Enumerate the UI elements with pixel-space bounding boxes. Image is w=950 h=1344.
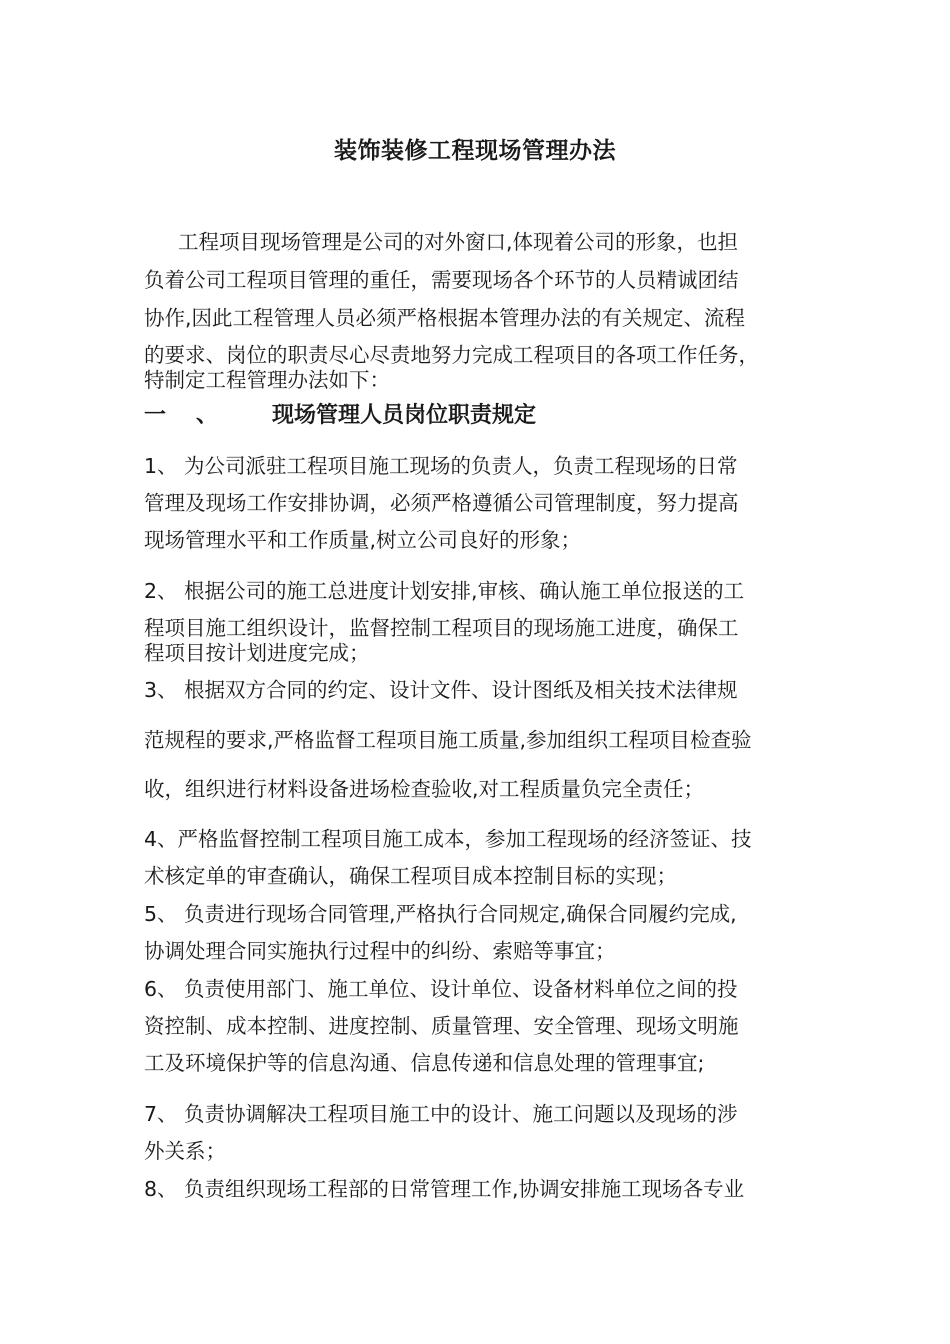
section-title: 现场管理人员岗位职责规定	[272, 403, 537, 428]
item-line: 资控制、成本控制、进度控制、质量管理、安全管理、现场文明施	[144, 1014, 739, 1038]
section-heading	[144, 405, 536, 427]
intro-line: 特制定工程管理办法如下：	[144, 368, 390, 392]
item-line: 程项目施工组织设计，监督控制工程项目的现场施工进度，确保工	[144, 616, 739, 640]
item-line: 8、 负责组织现场工程部的日常管理工作,协调安排施工现场各专业	[144, 1177, 745, 1201]
item-line: 2、 根据公司的施工总进度计划安排,审核、确认施工单位报送的工	[144, 579, 745, 603]
item-line: 6、 负责使用部门、施工单位、设计单位、设备材料单位之间的投	[144, 977, 738, 1001]
item-line: 5、 负责进行现场合同管理,严格执行合同规定,确保合同履约完成,	[144, 902, 737, 926]
item-line: 收，组织进行材料设备进场检查验收,对工程质量负完全责任；	[144, 777, 705, 801]
item-line: 管理及现场工作安排协调，必须严格遵循公司管理制度，努力提高	[144, 491, 739, 515]
item-line: 4、严格监督控制工程项目施工成本，参加工程现场的经济签证、技	[144, 827, 752, 851]
item-line: 程项目按计划进度完成；	[144, 641, 370, 665]
item-line: 工及环境保护等的信息沟通、信息传递和信息处理的管理事宜;	[144, 1051, 705, 1075]
item-line: 外关系；	[144, 1139, 226, 1163]
section-number: 一	[144, 403, 167, 428]
item-line: 1、 为公司派驻工程项目施工现场的负责人，负责工程现场的日常	[144, 454, 738, 478]
item-line: 范规程的要求,严格监督工程项目施工质量,参加组织工程项目检查验	[144, 728, 752, 752]
intro-line: 协作,因此工程管理人员必须严格根据本管理办法的有关规定、流程	[144, 306, 746, 330]
item-line: 3、 根据双方合同的约定、设计文件、设计图纸及相关技术法律规	[144, 678, 738, 702]
item-line: 7、 负责协调解决工程项目施工中的设计、施工问题以及现场的涉	[144, 1102, 738, 1126]
item-line: 现场管理水平和工作质量,树立公司良好的形象；	[144, 528, 582, 552]
section-separator: 、	[196, 403, 219, 428]
intro-line: 工程项目现场管理是公司的对外窗口,体现着公司的形象，也担	[178, 230, 739, 254]
intro-line: 负着公司工程项目管理的重任，需要现场各个环节的人员精诚团结	[144, 268, 739, 292]
intro-line: 的要求、岗位的职责尽心尽责地努力完成工程项目的各项工作任务，	[144, 343, 759, 367]
document-title: 装饰装修工程现场管理办法	[334, 138, 616, 164]
item-line: 术核定单的审查确认，确保工程项目成本控制目标的实现；	[144, 864, 677, 888]
item-line: 协调处理合同实施执行过程中的纠纷、索赔等事宜；	[144, 939, 616, 963]
